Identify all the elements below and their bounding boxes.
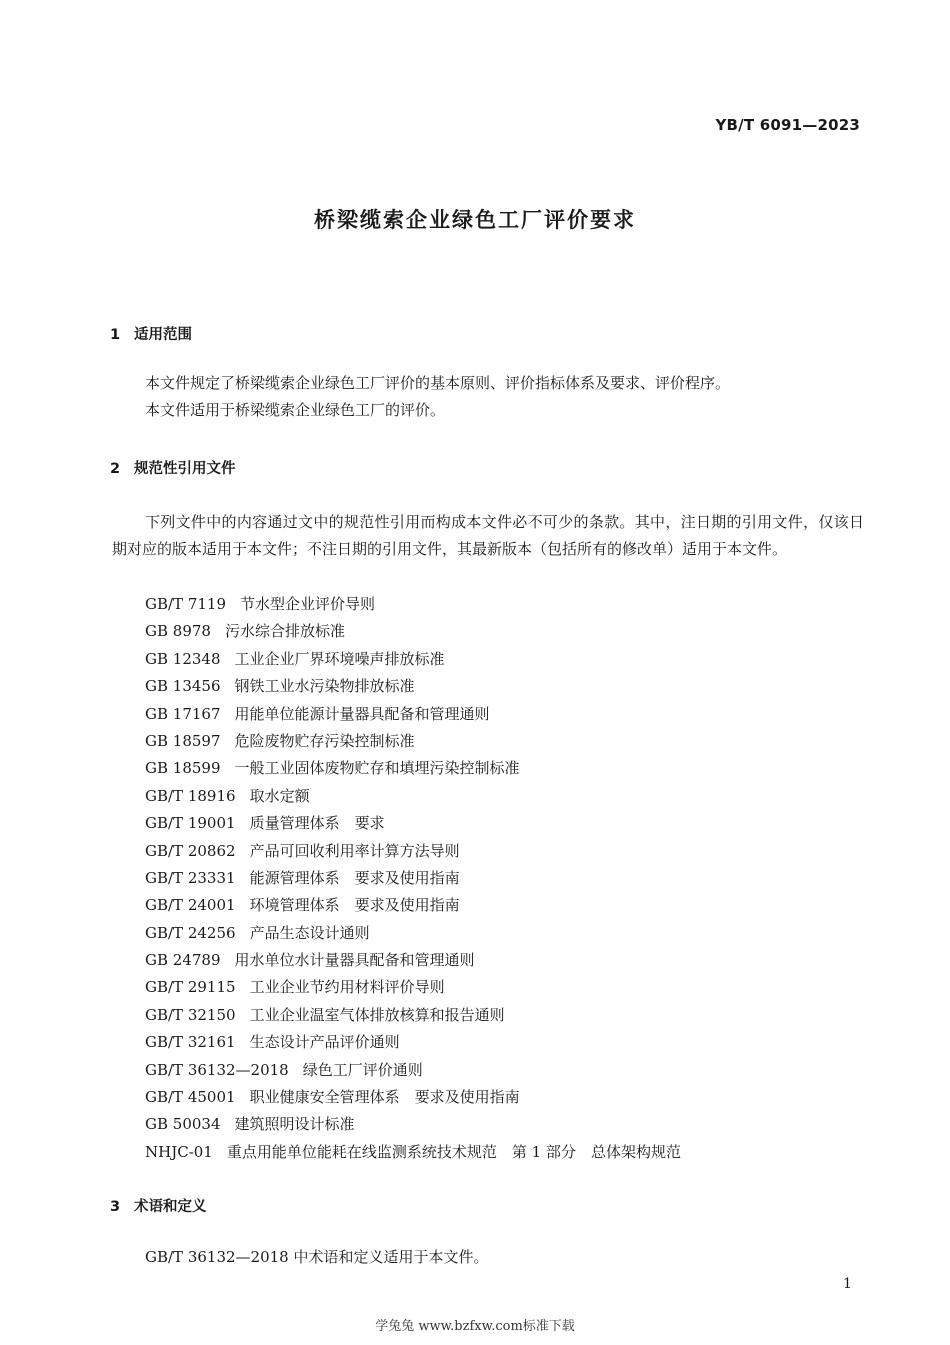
reference-code: GB 24789 — [145, 951, 221, 970]
reference-item — [145, 755, 681, 782]
reference-title: 建筑照明设计标准 — [234, 1115, 355, 1134]
document-title: 桥梁缆索企业绿色工厂评价要求 — [314, 208, 636, 232]
reference-item — [145, 947, 681, 974]
reference-code: GB/T 23331 — [145, 868, 236, 887]
reference-code: GB/T 36132—2018 — [145, 1060, 289, 1079]
reference-item — [145, 618, 681, 645]
section-1-heading — [110, 323, 192, 344]
section-3-heading — [110, 1195, 207, 1216]
reference-title: 绿色工厂评价通则 — [302, 1060, 423, 1079]
page-number: 1 — [843, 1276, 852, 1292]
reference-title: 能源管理体系 要求及使用指南 — [249, 868, 460, 887]
paragraph: 本文件规定了桥梁缆索企业绿色工厂评价的基本原则、评价指标体系及要求、评价程序。 — [145, 374, 731, 392]
reference-item — [145, 783, 681, 810]
paragraph: GB/T 36132—2018 中术语和定义适用于本文件。 — [145, 1248, 489, 1266]
paragraph: 下列文件中的内容通过文中的规范性引用而构成本文件必不可少的条款。其中，注日期的引用文件，仅该日期对应的版本适用于本文件；不注日期的引用文件，其最新版本（包括所有的修改单）适用于本文件。 — [112, 513, 864, 558]
reference-title: 工业企业厂界环境噪声排放标准 — [234, 649, 445, 668]
section-title: 术语和定义 — [134, 1199, 207, 1215]
section-2-heading — [110, 457, 236, 478]
section-title: 规范性引用文件 — [134, 461, 236, 477]
reference-code: GB 50034 — [145, 1115, 221, 1134]
reference-item — [145, 646, 681, 673]
reference-title: 用水单位水计量器具配备和管理通则 — [234, 951, 475, 970]
reference-title: 污水综合排放标准 — [224, 622, 345, 641]
reference-code: GB 18597 — [145, 731, 221, 750]
reference-list — [145, 591, 681, 1166]
reference-item — [145, 1139, 681, 1166]
reference-title: 产品生态设计通则 — [249, 923, 370, 942]
section-number: 2 — [110, 461, 121, 477]
reference-title: 职业健康安全管理体系 要求及使用指南 — [249, 1088, 520, 1107]
reference-title: 钢铁工业水污染物排放标准 — [234, 677, 415, 696]
reference-code: NHJC-01 — [145, 1142, 213, 1161]
reference-title: 工业企业温室气体排放核算和报告通则 — [249, 1005, 505, 1024]
reference-item — [145, 1057, 681, 1084]
reference-item — [145, 865, 681, 892]
section-1-body — [112, 370, 864, 424]
reference-code: GB 12348 — [145, 649, 221, 668]
reference-item — [145, 920, 681, 947]
reference-item — [145, 701, 681, 728]
section-2-body — [112, 509, 864, 563]
section-number: 3 — [110, 1199, 121, 1215]
section-title: 适用范围 — [134, 327, 192, 343]
reference-code: GB 13456 — [145, 677, 221, 696]
reference-title: 工业企业节约用材料评价导则 — [249, 978, 445, 997]
reference-code: GB/T 20862 — [145, 841, 236, 860]
reference-title: 产品可回收利用率计算方法导则 — [249, 841, 460, 860]
reference-item — [145, 591, 681, 618]
reference-item — [145, 728, 681, 755]
reference-code: GB/T 18916 — [145, 786, 236, 805]
footer-watermark: 学兔兔 www.bzfxw.com标准下载 — [375, 1319, 575, 1334]
reference-title: 用能单位能源计量器具配备和管理通则 — [234, 704, 490, 723]
reference-title: 环境管理体系 要求及使用指南 — [249, 896, 460, 915]
reference-title: 取水定额 — [249, 786, 310, 805]
reference-code: GB/T 29115 — [145, 978, 236, 997]
reference-code: GB/T 24001 — [145, 896, 236, 915]
reference-title: 危险废物贮存污染控制标准 — [234, 731, 415, 750]
reference-code: GB 8978 — [145, 622, 211, 641]
reference-item — [145, 838, 681, 865]
reference-code: GB/T 19001 — [145, 814, 236, 833]
reference-title: 质量管理体系 要求 — [249, 814, 385, 833]
reference-item — [145, 974, 681, 1001]
reference-code: GB 18599 — [145, 759, 221, 778]
reference-title: 生态设计产品评价通则 — [249, 1033, 400, 1052]
section-3-body — [112, 1244, 864, 1271]
reference-item — [145, 673, 681, 700]
reference-code: GB/T 32161 — [145, 1033, 236, 1052]
reference-title: 重点用能单位能耗在线监测系统技术规范 第 1 部分 总体架构规范 — [226, 1142, 681, 1161]
reference-item — [145, 1084, 681, 1111]
reference-item — [145, 1029, 681, 1056]
reference-code: GB/T 32150 — [145, 1005, 236, 1024]
reference-code: GB/T 7119 — [145, 595, 227, 613]
reference-title: 节水型企业评价导则 — [240, 595, 376, 613]
reference-item — [145, 810, 681, 837]
standard-code: YB/T 6091—2023 — [715, 116, 860, 134]
reference-item — [145, 1002, 681, 1029]
reference-title: 一般工业固体废物贮存和填埋污染控制标准 — [234, 759, 520, 778]
paragraph: 本文件适用于桥梁缆索企业绿色工厂的评价。 — [145, 401, 446, 419]
reference-code: GB 17167 — [145, 704, 221, 723]
reference-item — [145, 1111, 681, 1138]
reference-code: GB/T 45001 — [145, 1088, 236, 1107]
section-number: 1 — [110, 327, 121, 343]
reference-code: GB/T 24256 — [145, 923, 236, 942]
reference-item — [145, 892, 681, 919]
